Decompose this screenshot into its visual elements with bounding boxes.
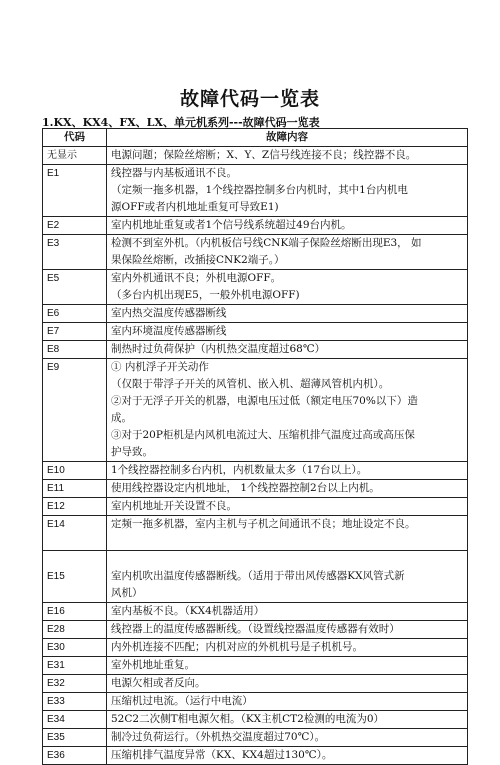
fault-code-cell: E34 [43, 711, 107, 729]
table-row [43, 498, 468, 516]
fault-code-cell: E15 [43, 551, 107, 603]
description-line: （仅限于带浮子开关的风管机、嵌入机、超薄风管机内机）。 [111, 378, 390, 390]
description-line: 1个线控器控制多台内机，内机数量太多（17台以上）。 [111, 464, 368, 476]
fault-code-cell: E9 [43, 359, 107, 462]
table-row [43, 147, 468, 165]
fault-code-cell: E12 [43, 498, 107, 516]
fault-code-cell: E33 [43, 693, 107, 711]
description-line: 护导致。 [111, 446, 153, 458]
fault-description-cell [107, 711, 468, 729]
fault-code-cell: E10 [43, 462, 107, 480]
description-line: （定频一拖多机器，1个线控器控制多台内机时，其中1台内机电 [111, 184, 408, 196]
fault-code-cell: E7 [43, 323, 107, 341]
fault-description-cell [107, 657, 468, 675]
fault-code-cell: E30 [43, 639, 107, 657]
description-line: 室内环境温度传感器断线 [111, 325, 227, 337]
fault-description-cell [107, 359, 468, 462]
fault-code-cell: E5 [43, 270, 107, 305]
table-row [43, 621, 468, 639]
fault-code-cell: 无显示 [43, 147, 107, 165]
header-description: 故障内容 [107, 129, 468, 147]
fault-description-cell [107, 235, 468, 270]
description-line: 果保险丝熔断，改插接CNK2端子。） [111, 254, 285, 266]
description-line: 室内热交温度传感器断线 [111, 307, 227, 319]
description-line: 室内机吹出温度传感器断线。（适用于带出风传感器KX风管式新 [111, 570, 405, 582]
table-row [43, 480, 468, 498]
description-line: 室外机地址重复。 [111, 659, 195, 671]
description-line: ① 内机浮子开关动作 [111, 361, 209, 373]
fault-description-cell [107, 341, 468, 359]
header-code: 代码 [43, 129, 107, 147]
fault-description-cell [107, 498, 468, 516]
fault-description-cell [107, 305, 468, 323]
fault-code-cell: E1 [43, 165, 107, 217]
description-line: 源OFF或者内机地址重复可导致E1) [111, 201, 279, 213]
table-row [43, 359, 468, 462]
description-line: ②对于无浮子开关的机器，电源电压过低（额定电压70%以下）造 [111, 395, 418, 407]
fault-description-cell [107, 270, 468, 305]
description-line: （多台内机出现E5，一般外机电源OFF) [111, 289, 300, 301]
fault-code-cell: E2 [43, 217, 107, 235]
fault-description-cell [107, 621, 468, 639]
fault-description-cell [107, 165, 468, 217]
table-row [43, 305, 468, 323]
table-row [43, 657, 468, 675]
description-line: 内外机连接不匹配；内机对应的外机机号是子机机号。 [111, 641, 363, 653]
fault-description-cell [107, 729, 468, 747]
fault-description-cell [107, 480, 468, 498]
table-row [43, 729, 468, 747]
description-line: 电源问题；保险丝熔断；X、Y、Z信号线连接不良；线控器不良。 [111, 149, 417, 161]
fault-description-cell [107, 747, 468, 765]
fault-code-cell: E6 [43, 305, 107, 323]
fault-description-cell [107, 551, 468, 603]
fault-code-cell: E28 [43, 621, 107, 639]
fault-description-cell [107, 603, 468, 621]
fault-code-cell: E35 [43, 729, 107, 747]
description-line: 线控器上的温度传感器断线。（设置线控器温度传感器有效时） [111, 623, 400, 635]
description-line: 风机） [111, 587, 143, 599]
fault-code-cell: E16 [43, 603, 107, 621]
fault-description-cell [107, 516, 468, 551]
description-line: 压缩机过电流。（运行中电流） [111, 695, 253, 707]
description-line: 制热时过负荷保护（内机热交温度超过68℃） [111, 343, 326, 355]
description-line: 制冷过负荷运行。（外机热交温度超过70℃）。 [111, 731, 326, 743]
table-row [43, 747, 468, 765]
description-line: ③对于20P柜机是内风机电流过大、压缩机排气温度过高或高压保 [111, 429, 415, 441]
table-row [43, 551, 468, 603]
description-line: 室内外机通讯不良；外机电源OFF。 [111, 272, 282, 284]
fault-description-cell [107, 147, 468, 165]
description-line: 电源欠相或者反向。 [111, 677, 206, 689]
table-row [43, 235, 468, 270]
description-line: 室内基板不良。（KX4机器适用） [111, 605, 265, 617]
description-line: 成。 [111, 412, 132, 424]
description-line: 室内机地址开关设置不良。 [111, 500, 237, 512]
table-row [43, 341, 468, 359]
table-body [43, 147, 468, 765]
description-line [111, 551, 463, 568]
description-line: 室内机地址重复或者1个信号线系统超过49台内机。 [111, 219, 352, 231]
fault-code-table [42, 128, 468, 765]
table-row [43, 516, 468, 551]
table-header-row [43, 129, 468, 147]
description-line: 检测不到室外机。（内机板信号线CNK端子保险丝熔断出现E3， 如 [111, 237, 422, 249]
table-row [43, 675, 468, 693]
table-row [43, 462, 468, 480]
fault-description-cell [107, 217, 468, 235]
fault-code-cell: E8 [43, 341, 107, 359]
fault-code-cell: E36 [43, 747, 107, 765]
fault-code-cell: E14 [43, 516, 107, 551]
description-line [111, 533, 463, 550]
page-title: 故障代码一览表 [179, 88, 320, 110]
table-row [43, 323, 468, 341]
section-heading: 1.KX、KX4、FX、LX、单元机系列---故障代码一览表 [42, 116, 320, 129]
fault-description-cell [107, 462, 468, 480]
description-line: 使用线控器设定内机地址， 1个线控器控制2台以上内机。 [111, 482, 380, 494]
fault-description-cell [107, 693, 468, 711]
description-line: 线控器与内基板通讯不良。 [111, 167, 237, 179]
table-row [43, 711, 468, 729]
table-row [43, 693, 468, 711]
fault-code-cell: E3 [43, 235, 107, 270]
fault-description-cell [107, 323, 468, 341]
fault-description-cell [107, 675, 468, 693]
table-row [43, 165, 468, 217]
description-line: 定频一拖多机器，室内主机与子机之间通讯不良；地址设定不良。 [111, 518, 416, 530]
table-row [43, 603, 468, 621]
description-line: 压缩机排气温度异常（KX、KX4超过130℃）。 [111, 749, 333, 761]
table-row [43, 217, 468, 235]
fault-code-cell: E32 [43, 675, 107, 693]
fault-code-cell: E31 [43, 657, 107, 675]
table-row [43, 639, 468, 657]
table-row [43, 270, 468, 305]
fault-description-cell [107, 639, 468, 657]
fault-code-cell: E11 [43, 480, 107, 498]
description-line: 52C2二次侧T相电源欠相。（KX主机CT2检测的电流为0） [111, 713, 385, 725]
